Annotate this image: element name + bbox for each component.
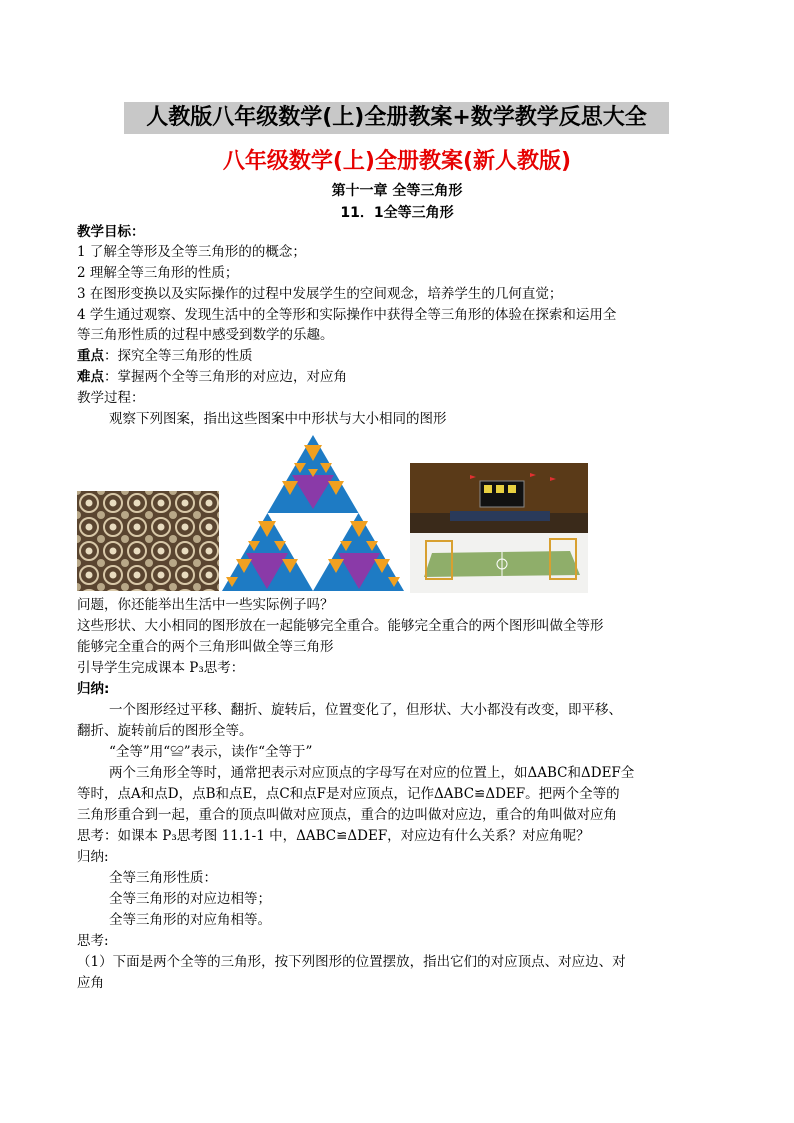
question-line: 问题，你还能举出生活中一些实际例子吗？ — [77, 597, 334, 613]
chapter-title: 第十一章 全等三角形 — [331, 183, 463, 199]
objective-item: 等三角形性质的过程中感受到数学的乐趣。 — [77, 327, 334, 343]
think-line: （1）下面是两个全等的三角形，按下列图形的位置摆放，指出它们的对应顶点、对应边、对 — [77, 954, 626, 970]
induction-line: 两个三角形全等时，通常把表示对应顶点的字母写在对应的位置上，如ΔABC和ΔDEF全 — [109, 765, 635, 781]
induction-line: 等时，点A和点D，点B和点E，点C和点F是对应顶点，记作ΔABC≌ΔDEF。把两个全等的 — [77, 786, 620, 802]
banner-title: 人教版八年级数学(上)全册教案+数学教学反思大全 — [124, 102, 669, 134]
objectives-heading: 教学目标： — [77, 224, 145, 240]
difficulty — [77, 367, 347, 387]
induction-line: 翻折、旋转前后的图形全等。 — [77, 723, 253, 739]
think-line: 应角 — [77, 975, 104, 991]
document-title: 八年级数学(上)全册教案(新人教版) — [222, 149, 572, 174]
fabric-pattern-image — [77, 491, 219, 591]
objective-item: 4 学生通过观察、发现生活中的全等形和实际操作中获得全等三角形的体验在探索和运用全 — [77, 307, 617, 323]
section-title: 11．1全等三角形 — [340, 205, 454, 221]
difficulty-text: ：掌握两个全等三角形的对应边，对应角 — [104, 369, 347, 385]
key-point — [77, 346, 253, 366]
property-line: 全等三角形的对应角相等。 — [109, 912, 271, 928]
induction-heading: 归纳: — [77, 681, 110, 697]
process-heading: 教学过程： — [77, 390, 145, 406]
objective-item: 2 理解全等三角形的性质； — [77, 265, 239, 281]
key-point-label: 重点 — [77, 348, 104, 364]
observe-instruction: 观察下列图案，指出这些图案中中形状与大小相同的图形 — [109, 411, 447, 427]
definition-line: 能够完全重合的两个三角形叫做全等三角形 — [77, 639, 334, 655]
property-line: 全等三角形性质： — [109, 870, 217, 886]
objective-item: 3 在图形变换以及实际操作的过程中发展学生的空间观念，培养学生的几何直觉； — [77, 286, 563, 302]
guide-line: 引导学生完成课本 P₃思考： — [77, 660, 245, 676]
definition-line: 这些形状、大小相同的图形放在一起能够完全重合。能够完全重合的两个图形叫做全等形 — [77, 618, 604, 634]
induction-line: 思考：如课本 P₃思考图 11.1-1 中，ΔABC≌ΔDEF，对应边有什么关系？对应角呢？ — [77, 828, 590, 844]
induction-line: 三角形重合到一起，重合的顶点叫做对应顶点，重合的边叫做对应边，重合的角叫做对应角 — [77, 807, 617, 823]
table-soccer-photo — [410, 463, 588, 593]
figure-group — [77, 433, 717, 593]
key-point-text: ：探究全等三角形的性质 — [104, 348, 253, 364]
induction-line: 一个图形经过平移、翻折、旋转后，位置变化了，但形状、大小都没有改变，即平移、 — [109, 702, 622, 718]
sierpinski-triangle-image — [220, 433, 406, 593]
induction2-heading: 归纳: — [77, 849, 109, 865]
induction-line: “全等”用“≌”表示，读作“全等于” — [109, 744, 313, 760]
think-heading: 思考: — [77, 933, 109, 949]
objective-item: 1 了解全等形及全等三角形的的概念； — [77, 244, 306, 260]
difficulty-label: 难点 — [77, 369, 104, 385]
property-line: 全等三角形的对应边相等； — [109, 891, 271, 907]
